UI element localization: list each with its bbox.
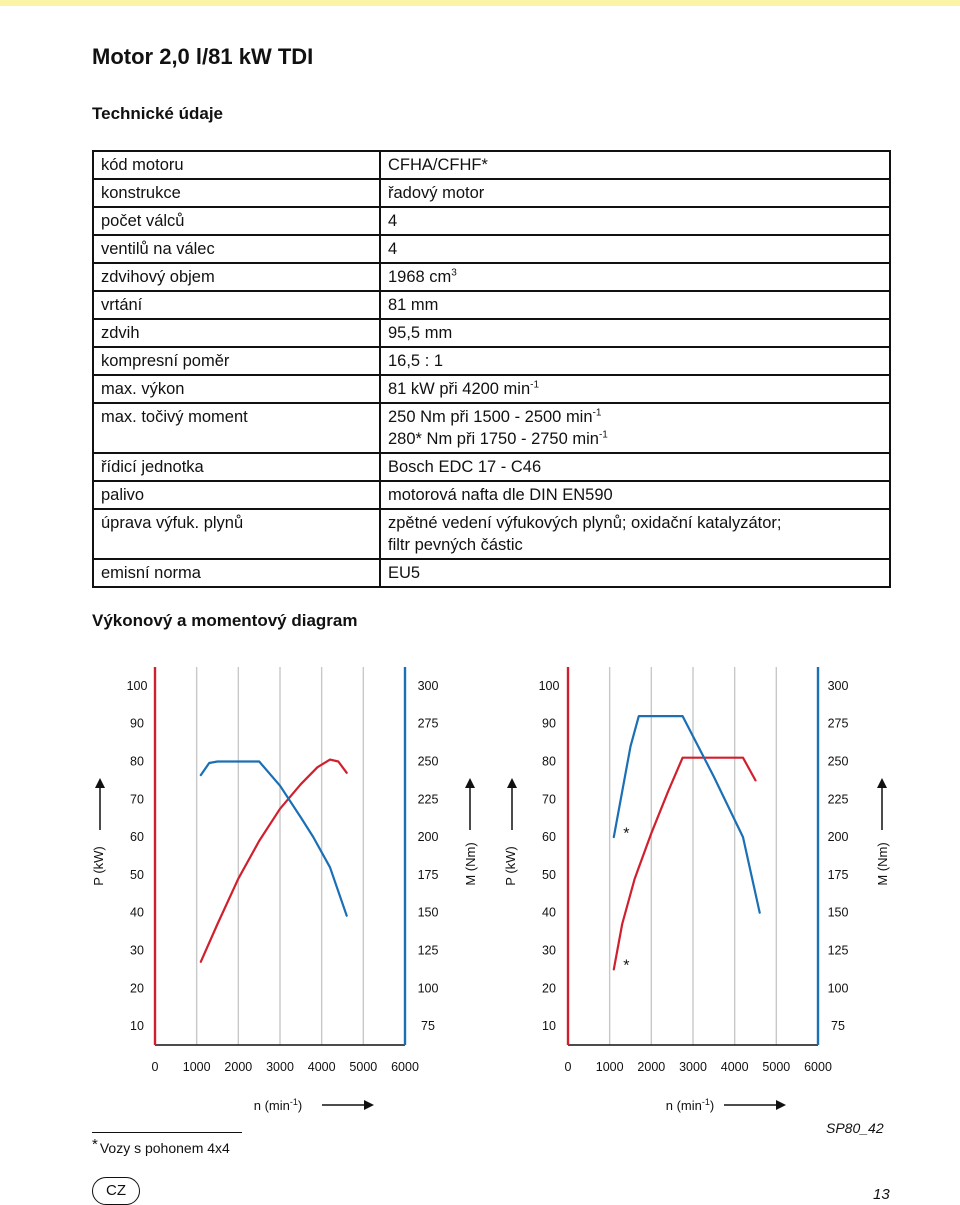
torque-tick-label: 150 [417,905,439,920]
page-title: Motor 2,0 l/81 kW TDI [92,44,314,69]
spec-value: 4 [380,235,890,263]
curve-annotation: * [623,825,630,843]
rpm-tick-label: 4000 [720,1060,749,1074]
rpm-tick-label: 6000 [391,1060,419,1074]
torque-tick-label: 150 [827,905,849,920]
power-axis-label: P (kW) [91,846,106,886]
torque-tick-label: 275 [417,716,439,731]
section-heading-diagram: Výkonový a momentový diagram [92,611,358,630]
spec-label: zdvihový objem [93,263,380,291]
rpm-tick-label: 3000 [679,1060,707,1074]
power-tick-label: 50 [542,867,556,882]
torque-curve [614,716,760,913]
footnote-symbol: * [92,1136,98,1153]
torque-tick-label: 300 [417,678,439,693]
torque-tick-label: 175 [417,867,439,882]
rpm-tick-label: 4000 [307,1060,336,1074]
rpm-axis-label: n $(\min^{-1})$ [253,1097,303,1113]
spec-label: max. točivý moment [93,403,380,453]
spec-label: vrtání [93,291,380,319]
power-tick-label: 30 [542,943,556,958]
spec-value: motorová nafta dle DIN EN590 [380,481,890,509]
spec-value: 81 mm [380,291,890,319]
power-tick-label: 50 [130,867,144,882]
rpm-tick-label: 2000 [637,1060,666,1074]
torque-axis-label: M (Nm) [463,842,478,886]
spec-value: 1968 $cm^3$ [380,263,890,291]
spec-value: 81 kW při 4200 $\min^{-1}$ [380,375,890,403]
power-tick-label: 20 [130,981,144,996]
power-tick-label: 70 [130,792,144,807]
page-number: 13 [873,1186,890,1203]
spec-value: řadový motor [380,179,890,207]
power-tick-label: 90 [130,716,144,731]
power-tick-label: 10 [130,1019,144,1034]
rpm-tick-label: 5000 [349,1060,378,1074]
torque-tick-label: 175 [827,867,849,882]
spec-value: 16,5 : 1 [380,347,890,375]
figure-code: SP80_42 [826,1120,884,1136]
power-tick-label: 90 [542,716,556,731]
spec-value: EU5 [380,559,890,587]
torque-tick-label: 225 [827,792,849,807]
torque-tick-label: 225 [417,792,439,807]
spec-label: úprava výfuk. plynů [93,509,380,559]
rpm-tick-label: 5000 [762,1060,791,1074]
power-tick-label: 20 [542,981,556,996]
power-tick-label: 60 [130,830,144,845]
spec-label: kompresní poměr [93,347,380,375]
rpm-tick-label: 0 [564,1060,572,1074]
power-curve [201,760,347,962]
torque-tick-label: 300 [827,678,849,693]
spec-label: emisní norma [93,559,380,587]
spec-value: CFHA/CFHF* [380,151,890,179]
power-tick-label: 40 [542,905,556,920]
power-tick-label: 40 [130,905,144,920]
spec-label: max. výkon [93,375,380,403]
power-tick-label: 70 [542,792,556,807]
spec-label: řídicí jednotka [93,453,380,481]
footnote [92,1136,230,1156]
section-heading-specs: Technické údaje [92,104,224,123]
rpm-tick-label: 0 [151,1060,159,1074]
rpm-tick-label: 1000 [182,1060,211,1074]
power-axis-label: P (kW) [503,846,518,886]
torque-tick-label: 250 [827,754,849,769]
curve-annotation: * [623,957,630,975]
power-tick-label: 10 [542,1019,556,1034]
torque-tick-label: 75 [831,1019,845,1034]
torque-curve [201,762,347,916]
power-tick-label: 100 [126,678,148,693]
torque-tick-label: 100 [827,981,849,996]
spec-label: zdvih [93,319,380,347]
rpm-tick-label: 1000 [595,1060,624,1074]
spec-value: 250 Nm při 1500 - 2500 $\min^{-1}$ 280* Nm při 1750 - 2750 $\min^{-1}$ [380,403,890,453]
rpm-tick-label: 2000 [224,1060,253,1074]
power-tick-label: 60 [542,830,556,845]
spec-value: 95,5 mm [380,319,890,347]
torque-tick-label: 75 [421,1019,435,1034]
language-badge: CZ [92,1177,140,1205]
torque-tick-label: 200 [417,830,439,845]
torque-tick-label: 275 [827,716,849,731]
spec-label: kód motoru [93,151,380,179]
spec-value: 4 [380,207,890,235]
spec-label: ventilů na válec [93,235,380,263]
power-tick-label: 100 [538,678,560,693]
rpm-tick-label: 3000 [266,1060,294,1074]
torque-tick-label: 250 [417,754,439,769]
torque-tick-label: 100 [417,981,439,996]
torque-tick-label: 200 [827,830,849,845]
torque-tick-label: 125 [827,943,849,958]
spec-label: počet válců [93,207,380,235]
torque-axis-label: M (Nm) [875,842,890,886]
spec-label: palivo [93,481,380,509]
rpm-axis-label: n $(\min^{-1})$ [665,1097,715,1113]
spec-value: zpětné vedení výfukových plynů; oxidační katalyzátor; filtr pevných částic [380,509,890,559]
rpm-tick-label: 6000 [804,1060,832,1074]
footnote-divider [92,1132,242,1133]
spec-label: konstrukce [93,179,380,207]
power-tick-label: 80 [130,754,144,769]
footnote-text: Vozy s pohonem 4x4 [99,1140,230,1156]
power-tick-label: 80 [542,754,556,769]
torque-tick-label: 125 [417,943,439,958]
power-tick-label: 30 [130,943,144,958]
spec-value: Bosch EDC 17 - C46 [380,453,890,481]
